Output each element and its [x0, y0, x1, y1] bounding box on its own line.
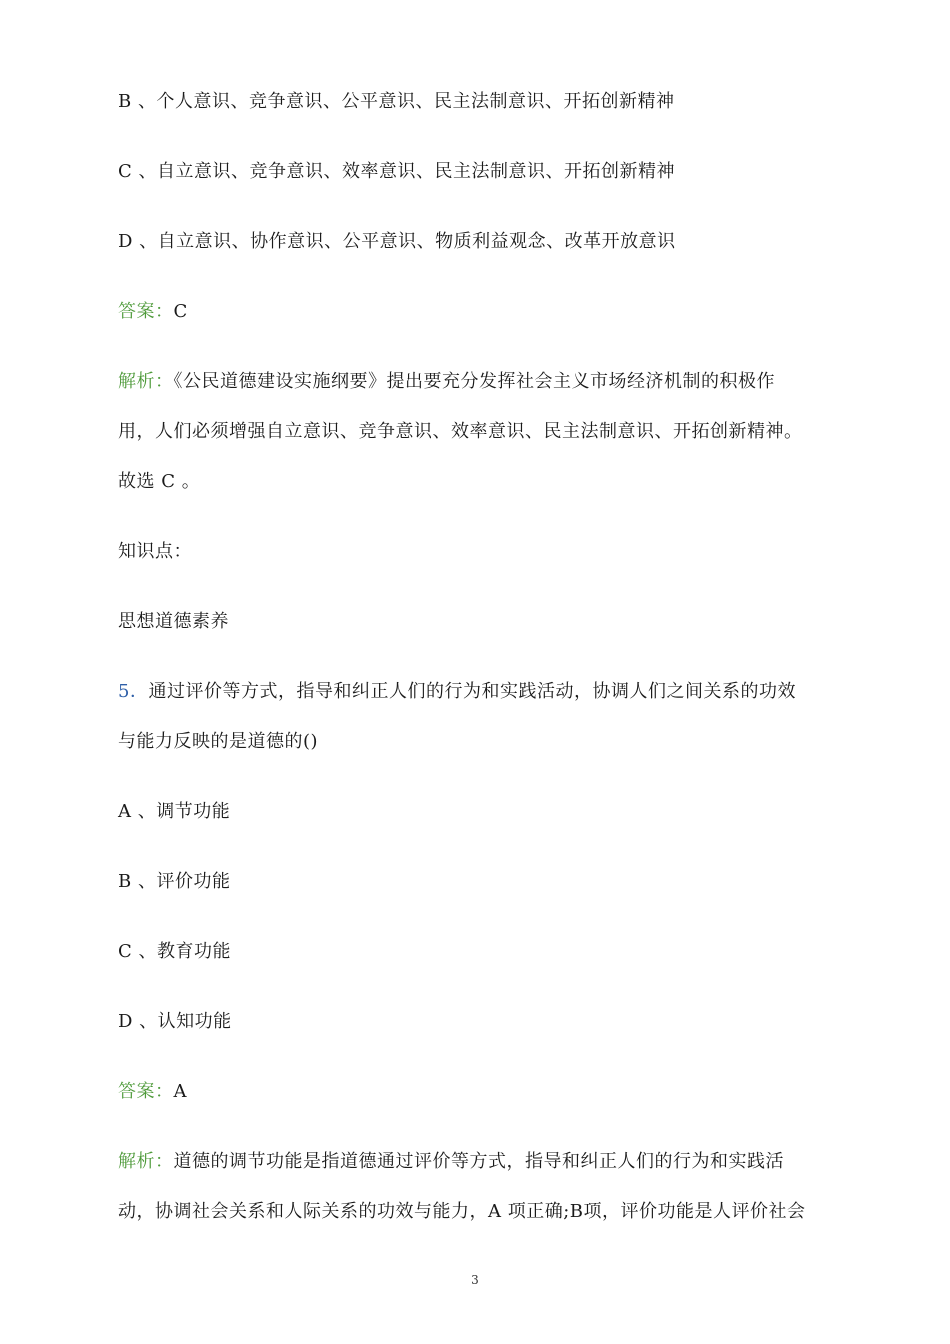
q5-analysis-label: 解析：: [118, 1151, 174, 1172]
q5-question-line-2: 与能力反映的是道德的(): [118, 731, 319, 752]
q5-question-text-1: 通过评价等方式，指导和纠正人们的行为和实践活动，协调人们之间关系的功效: [148, 681, 796, 702]
q5-option-d: D 、认知功能: [118, 1011, 232, 1032]
q4-option-c: C 、自立意识、竞争意识、效率意识、民主法制意识、开拓创新精神: [118, 161, 675, 182]
q5-answer-value: A: [173, 1081, 187, 1102]
page-number: 3: [471, 1273, 479, 1287]
q4-analysis-line-1: [118, 370, 775, 394]
q4-answer-label: 答案：: [118, 301, 174, 322]
q5-option-a: A 、调节功能: [118, 801, 231, 822]
q4-knowledge-value: 思想道德素养: [118, 611, 229, 632]
q5-option-b: B 、评价功能: [118, 871, 231, 892]
q5-number: 5．: [118, 681, 149, 702]
q4-knowledge-label: 知识点：: [118, 541, 192, 562]
q5-answer-label: 答案：: [118, 1081, 174, 1102]
q5-answer: [118, 1080, 187, 1104]
q5-option-c: C 、教育功能: [118, 941, 231, 962]
q4-option-d: D 、自立意识、协作意识、公平意识、物质利益观念、改革开放意识: [118, 231, 676, 252]
q4-analysis-text-1: 《公民道德建设实施纲要》提出要充分发挥社会主义市场经济机制的积极作: [173, 371, 775, 392]
q5-analysis-line-2: 动，协调社会关系和人际关系的功效与能力，A 项正确;B项，评价功能是人评价社会: [118, 1201, 806, 1222]
q4-answer-value: C: [173, 301, 188, 322]
q4-analysis-label: 解析：: [118, 371, 174, 392]
q5-analysis-line-1: [118, 1150, 784, 1174]
q4-analysis-line-3: 故选 C 。: [118, 471, 201, 492]
q4-answer: [118, 300, 188, 324]
q4-analysis-line-2: 用，人们必须增强自立意识、竞争意识、效率意识、民主法制意识、开拓创新精神。: [118, 421, 803, 442]
q4-option-b: B 、个人意识、竞争意识、公平意识、民主法制意识、开拓创新精神: [118, 91, 675, 112]
q5-analysis-text-1: 道德的调节功能是指道德通过评价等方式，指导和纠正人们的行为和实践活: [173, 1151, 784, 1172]
q5-question-line-1: [118, 680, 796, 704]
